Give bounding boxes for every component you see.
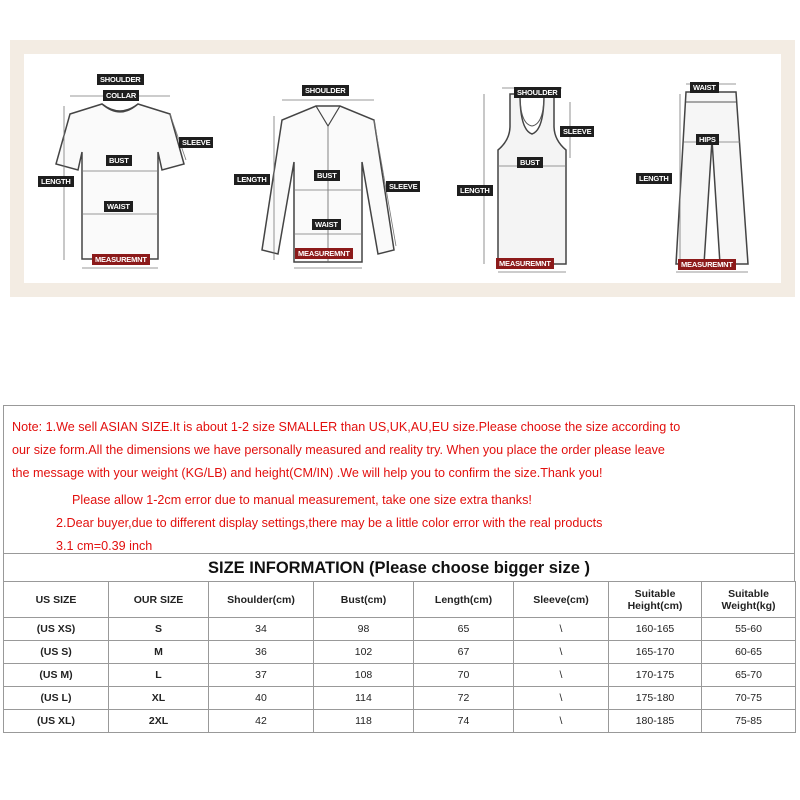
cell-shoulder: 36: [209, 641, 314, 664]
measurement-label: MEASUREMNT: [678, 259, 736, 270]
cell-weight: 75-85: [702, 710, 796, 733]
cell-sleeve: \: [514, 664, 609, 687]
note-line-4: Please allow 1-2cm error due to manual measurement, take one size extra thanks!: [72, 493, 532, 507]
cell-our-size: XL: [109, 687, 209, 710]
length-label: LENGTH: [457, 185, 493, 196]
table-header-row: [4, 582, 796, 618]
cell-sleeve: \: [514, 710, 609, 733]
cell-bust: 114: [314, 687, 414, 710]
waist-label: WAIST: [104, 201, 133, 212]
tshirt-illustration: [24, 54, 214, 283]
cell-our-size: M: [109, 641, 209, 664]
cell-weight: 55-60: [702, 618, 796, 641]
bust-label: BUST: [517, 157, 543, 168]
tshirt-diagram: [24, 54, 214, 283]
header-our-size: OUR SIZE: [109, 582, 209, 618]
cell-shoulder: 40: [209, 687, 314, 710]
cell-length: 72: [414, 687, 514, 710]
cell-us-size: (US S): [4, 641, 109, 664]
cell-sleeve: \: [514, 687, 609, 710]
cell-us-size: (US XS): [4, 618, 109, 641]
header-suitable-weight: Suitable Weight(kg): [702, 582, 796, 618]
measurement-label: MEASUREMNT: [295, 248, 353, 259]
size-information-title: SIZE INFORMATION (Please choose bigger size ): [3, 553, 795, 581]
sleeve-label: SLEEVE: [560, 126, 594, 137]
cell-shoulder: 37: [209, 664, 314, 687]
cell-shoulder: 42: [209, 710, 314, 733]
notes-box: [3, 405, 795, 553]
cell-sleeve: \: [514, 618, 609, 641]
cell-weight: 70-75: [702, 687, 796, 710]
note-line-3: the message with your weight (KG/LB) and height(CM/IN) .We will help you to confirm the size.Thank you!: [12, 466, 603, 480]
cell-us-size: (US L): [4, 687, 109, 710]
cell-our-size: 2XL: [109, 710, 209, 733]
garment-diagrams-panel: [10, 40, 795, 297]
cell-sleeve: \: [514, 641, 609, 664]
waist-label: WAIST: [312, 219, 341, 230]
bust-label: BUST: [314, 170, 340, 181]
cell-height: 175-180: [609, 687, 702, 710]
length-label: LENGTH: [636, 173, 672, 184]
table-row: [4, 687, 796, 710]
tank-diagram: [444, 54, 614, 283]
table-row: [4, 641, 796, 664]
cell-us-size: (US XL): [4, 710, 109, 733]
hips-label: HIPS: [696, 134, 719, 145]
cell-bust: 108: [314, 664, 414, 687]
shoulder-label: SHOULDER: [97, 74, 144, 85]
size-table: [3, 581, 796, 733]
diagrams-area: [24, 54, 781, 283]
cell-shoulder: 34: [209, 618, 314, 641]
header-suitable-height: Suitable Height(cm): [609, 582, 702, 618]
note-line-2: our size form.All the dimensions we have personally measured and reality try. When you place the order please leave: [12, 443, 665, 457]
cell-length: 74: [414, 710, 514, 733]
length-label: LENGTH: [234, 174, 270, 185]
cell-us-size: (US M): [4, 664, 109, 687]
cell-length: 65: [414, 618, 514, 641]
note-line-6: 3.1 cm=0.39 inch: [56, 539, 153, 553]
cell-weight: 65-70: [702, 664, 796, 687]
sleeve-label: SLEEVE: [179, 137, 213, 148]
measurement-label: MEASUREMNT: [92, 254, 150, 265]
cell-length: 70: [414, 664, 514, 687]
cell-length: 67: [414, 641, 514, 664]
header-us-size: US SIZE: [4, 582, 109, 618]
cell-weight: 60-65: [702, 641, 796, 664]
cell-height: 160-165: [609, 618, 702, 641]
shoulder-label: SHOULDER: [302, 85, 349, 96]
header-length: Length(cm): [414, 582, 514, 618]
table-row: [4, 664, 796, 687]
bust-label: BUST: [106, 155, 132, 166]
cell-our-size: S: [109, 618, 209, 641]
measurement-label: MEASUREMNT: [496, 258, 554, 269]
length-label: LENGTH: [38, 176, 74, 187]
cell-our-size: L: [109, 664, 209, 687]
header-bust: Bust(cm): [314, 582, 414, 618]
cell-bust: 98: [314, 618, 414, 641]
note-line-1: Note: 1.We sell ASIAN SIZE.It is about 1-2 size SMALLER than US,UK,AU,EU size.Please choose the size according to: [12, 420, 681, 434]
sleeve-label: SLEEVE: [386, 181, 420, 192]
cell-height: 170-175: [609, 664, 702, 687]
collar-label: COLLAR: [103, 90, 139, 101]
pants-diagram: [624, 54, 795, 283]
header-sleeve: Sleeve(cm): [514, 582, 609, 618]
note-line-5: 2.Dear buyer,due to different display settings,there may be a little color error with the real products: [56, 516, 603, 530]
cell-height: 180-185: [609, 710, 702, 733]
shirt-diagram: [224, 54, 424, 283]
cell-height: 165-170: [609, 641, 702, 664]
cell-bust: 118: [314, 710, 414, 733]
cell-bust: 102: [314, 641, 414, 664]
shoulder-label: SHOULDER: [514, 87, 561, 98]
waist-label: WAIST: [690, 82, 719, 93]
header-shoulder: Shoulder(cm): [209, 582, 314, 618]
table-row: [4, 710, 796, 733]
table-row: [4, 618, 796, 641]
